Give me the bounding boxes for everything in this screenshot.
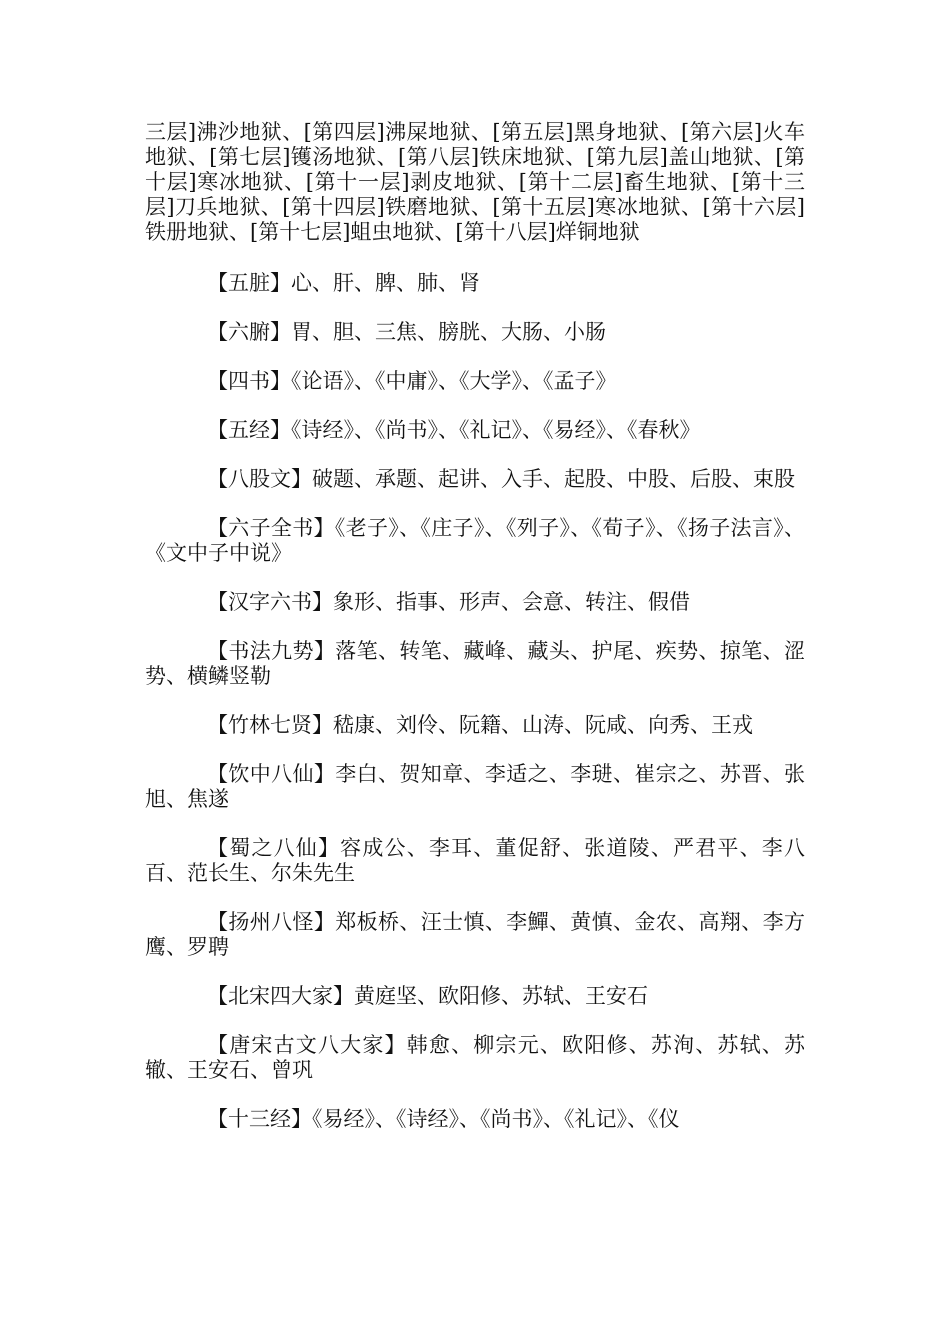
paragraph-six-masters: 【六子全书】《老子》、《庄子》、《列子》、《荀子》、《扬子法言》、《文中子中说》 [145, 516, 805, 565]
document-page [145, 120, 805, 1156]
paragraph-nine-calligraphy: 【书法九势】落笔、转笔、藏峰、藏头、护尾、疾势、掠笔、涩势、横鳞竖勒 [145, 639, 805, 688]
paragraph-shu-eight-immortals: 【蜀之八仙】容成公、李耳、董促舒、张道陵、严君平、李八百、范长生、尔朱先生 [145, 836, 805, 885]
paragraph-eight-prose-masters: 【唐宋古文八大家】韩愈、柳宗元、欧阳修、苏洵、苏轼、苏辙、王安石、曾巩 [145, 1033, 805, 1082]
paragraph-six-viscera: 【六腑】胃、胆、三焦、膀胱、大肠、小肠 [207, 320, 606, 344]
paragraph-eight-legged-essay: 【八股文】破题、承题、起讲、入手、起股、中股、后股、束股 [207, 467, 795, 491]
paragraph-yangzhou-eccentrics: 【扬州八怪】郑板桥、汪士慎、李鱓、黄慎、金农、高翔、李方鹰、罗聘 [145, 910, 805, 959]
paragraph-eight-drinking-immortals: 【饮中八仙】李白、贺知章、李适之、李琎、崔宗之、苏晋、张旭、焦遂 [145, 762, 805, 811]
paragraph-hell-levels: 三层]沸沙地狱、[第四层]沸屎地狱、[第五层]黑身地狱、[第六层]火车地狱、[第七层]镬汤地狱、[第八层]铁床地狱、[第九层]盖山地狱、[第十层]寒冰地狱、[第十一层]剥皮地狱、[第十二层]畜生地狱、[第十三层]刀兵地狱、[第十四层]铁磨地狱、[第十五层]寒冰地狱、[第十六层]铁册地狱、[第十七层]蛆虫地狱、[第十八层]烊铜地狱 [145, 120, 805, 244]
paragraph-four-books: 【四书】《论语》、《中庸》、《大学》、《孟子》 [207, 369, 617, 393]
paragraph-six-scripts: 【汉字六书】象形、指事、形声、会意、转注、假借 [207, 590, 690, 614]
paragraph-thirteen-classics: 【十三经】《易经》、《诗经》、《尚书》、《礼记》、《仪 [207, 1107, 680, 1131]
paragraph-bamboo-seven: 【竹林七贤】嵇康、刘伶、阮籍、山涛、阮咸、向秀、王戎 [207, 713, 753, 737]
paragraph-northern-song-masters: 【北宋四大家】黄庭坚、欧阳修、苏轼、王安石 [207, 984, 648, 1008]
paragraph-five-organs: 【五脏】心、肝、脾、肺、肾 [207, 271, 480, 295]
paragraph-five-classics: 【五经】《诗经》、《尚书》、《礼记》、《易经》、《春秋》 [207, 418, 701, 442]
